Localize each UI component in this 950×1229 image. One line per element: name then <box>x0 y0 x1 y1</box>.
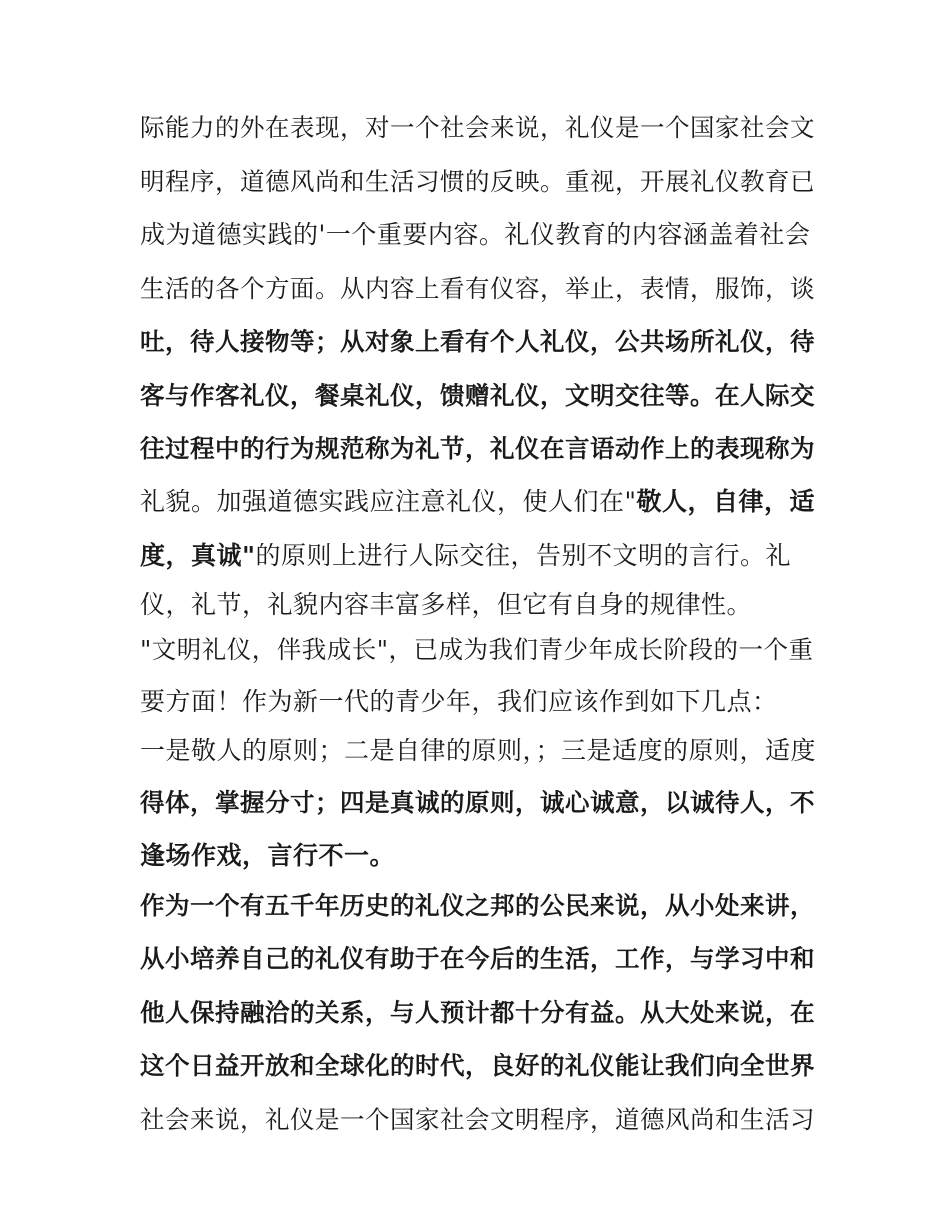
text-segment: 一是敬人的原则；二是自律的原则，；三是适度的原则，适度 <box>140 736 817 765</box>
text-line <box>140 322 820 362</box>
text-line <box>140 1100 820 1140</box>
text-segment: 明程序，道德风尚和生活习惯的反映。重视，开展礼仪教育已 <box>140 167 815 196</box>
text-line <box>140 783 820 823</box>
text-segment: 生活的各个方面。从内容上看有仪容，举止，表情，服饰，谈 <box>140 274 815 303</box>
text-segment: 成为道德实践的'一个重要内容。礼仪教育的内容涵盖着社会 <box>140 220 811 249</box>
text-segment: 得体，掌握分寸；四是真诚的原则，诚心诚意，以诚待人，不 <box>140 788 815 817</box>
text-line <box>140 162 820 202</box>
text-segment: 的原则上进行人际交往，告别不文明的言行。礼 <box>255 541 792 570</box>
text-line <box>140 630 820 670</box>
text-segment-bold: 度，真诚" <box>140 541 256 570</box>
text-segment: 作为一个有五千年历史的礼仪之邦的公民来说，从小处来讲， <box>140 891 815 920</box>
text-segment: "文明礼仪，伴我成长"，已成为我们青少年成长阶段的一个重 <box>140 635 814 664</box>
text-segment: 际能力的外在表现，对一个社会来说，礼仪是一个国家社会文 <box>140 113 815 142</box>
text-segment: 逢场作戏，言行不一。 <box>140 841 396 870</box>
text-segment: 他人保持融洽的关系，与人预计都十分有益。从大处来说，在 <box>140 998 815 1027</box>
text-line <box>140 731 820 771</box>
text-segment: 客与作客礼仪，餐桌礼仪，馈赠礼仪，文明交往等。在人际交 <box>140 381 815 410</box>
text-line <box>140 993 820 1033</box>
text-segment: 礼貌。加强道德实践应注意礼仪，使人们在" <box>140 487 637 516</box>
text-line <box>140 108 820 148</box>
text-segment: 从小培养自己的礼仪有助于在今后的生活，工作，与学习中和 <box>140 944 815 973</box>
text-line <box>140 585 820 625</box>
text-segment: 吐，待人接物等；从对象上看有个人礼仪，公共场所礼仪，待 <box>140 327 815 356</box>
text-segment-bold: 敬人，自律，适 <box>636 487 816 516</box>
text-segment: 要方面！作为新一代的青少年，我们应该作到如下几点： <box>140 687 778 716</box>
text-segment: 往过程中的行为规范称为礼节，礼仪在言语动作上的表现称为 <box>140 434 815 463</box>
text-segment: 这个日益开放和全球化的时代，良好的礼仪能让我们向全世界 <box>140 1051 815 1080</box>
text-line <box>140 682 820 722</box>
text-line <box>140 429 820 469</box>
text-segment: 社会来说，礼仪是一个国家社会文明程序，道德风尚和生活习 <box>140 1105 815 1134</box>
text-line <box>140 482 820 522</box>
text-line <box>140 939 820 979</box>
text-segment: 仪，礼节，礼貌内容丰富多样，但它有自身的规律性。 <box>140 590 753 619</box>
text-line <box>140 886 820 926</box>
text-line <box>140 1046 820 1086</box>
text-line <box>140 836 820 876</box>
text-line <box>140 215 820 255</box>
text-line <box>140 536 820 576</box>
text-line <box>140 376 820 416</box>
text-line <box>140 269 820 309</box>
